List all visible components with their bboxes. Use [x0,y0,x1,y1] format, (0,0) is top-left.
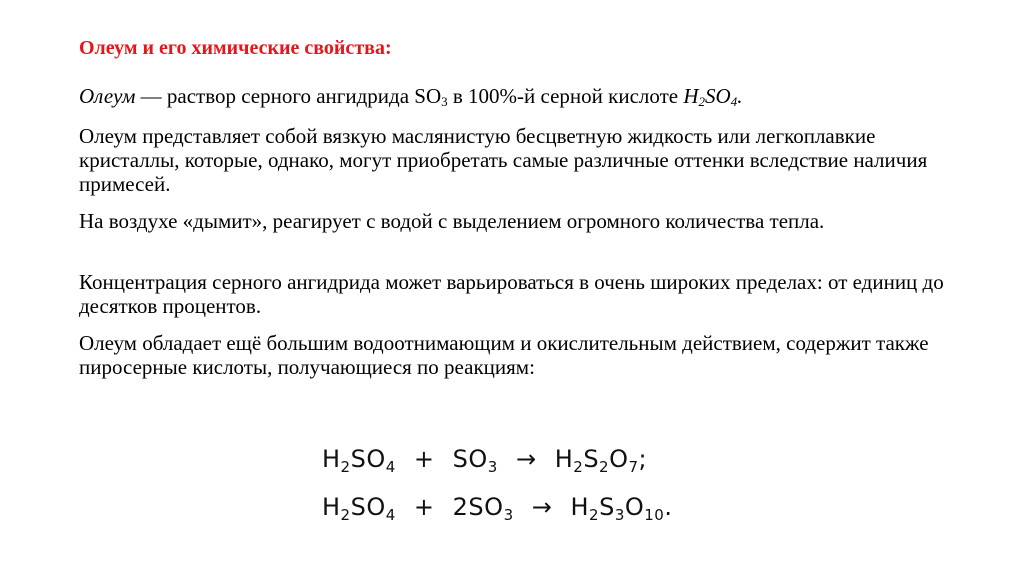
slide-title: Олеум и его химические свойства: [79,37,392,59]
p1-s-sub: 2 [599,458,610,476]
definition-text-2: в 100%-й серной кислоте [447,84,684,108]
definition-text: — раствор серного ангидрида SO [135,84,442,108]
so3-subscript: 3 [441,94,448,109]
acid-h: H [683,84,699,108]
acid-formula [683,84,742,108]
reaction-1-end: ; [638,445,648,473]
p2-o-sub: 10 [644,506,665,524]
acid-h-sub: 2 [698,94,706,109]
p2-h: H [570,493,590,521]
definition-end: . [737,84,743,108]
p1-o-sub: 7 [628,458,639,476]
reaction-2 [322,493,673,524]
p2-s-sub: 3 [614,506,625,524]
p2-h-sub: 2 [589,506,600,524]
paragraph-properties: Олеум представляет собой вязкую маслянистую бесцветную жидкость или легкоплавкие кристаллы, которые, однако, могут приобретать самые различные оттенки вследствие наличия примесей. [79,124,928,196]
r2-so3: 2SO [452,493,504,521]
r2-so-sub: 4 [385,506,396,524]
reaction-1 [322,445,648,476]
acid-so: SO [705,84,731,108]
paragraph-reactions-intro: Олеум обладает ещё большим водоотнимающим и окислительным действием, содержит также пиросерные кислоты, получающиеся по реакциям: [79,331,929,379]
r1-h: H [322,445,341,473]
reaction-2-end: . [664,493,673,521]
r1-h-sub: 2 [340,458,351,476]
plus-sign: + [413,493,435,521]
r2-so3-sub: 3 [503,506,514,524]
p1-h: H [554,445,574,473]
plus-sign: + [413,445,435,473]
acid-so-sub: 4 [730,94,738,109]
r2-h-sub: 2 [340,506,351,524]
r1-so-sub: 4 [385,458,396,476]
arrow-icon: → [515,445,537,473]
r1-so: SO [350,445,386,473]
r1-so3-sub: 3 [487,458,498,476]
paragraph-concentration: Концентрация серного ангидрида может варьироваться в очень широких пределах: от единиц до десятков процентов. [79,270,944,318]
r2-so: SO [350,493,386,521]
r1-so3: SO [452,445,488,473]
paragraph-air: На воздухе «дымит», реагирует с водой с выделением огромного количества тепла. [79,209,825,233]
p2-s: S [599,493,615,521]
definition-term: Олеум [79,84,136,108]
p1-h-sub: 2 [573,458,584,476]
arrow-icon: → [531,493,553,521]
p1-s: S [583,445,600,473]
definition-paragraph [79,84,959,108]
p2-o: O [624,493,645,521]
p1-o: O [609,445,629,473]
r2-h: H [322,493,341,521]
